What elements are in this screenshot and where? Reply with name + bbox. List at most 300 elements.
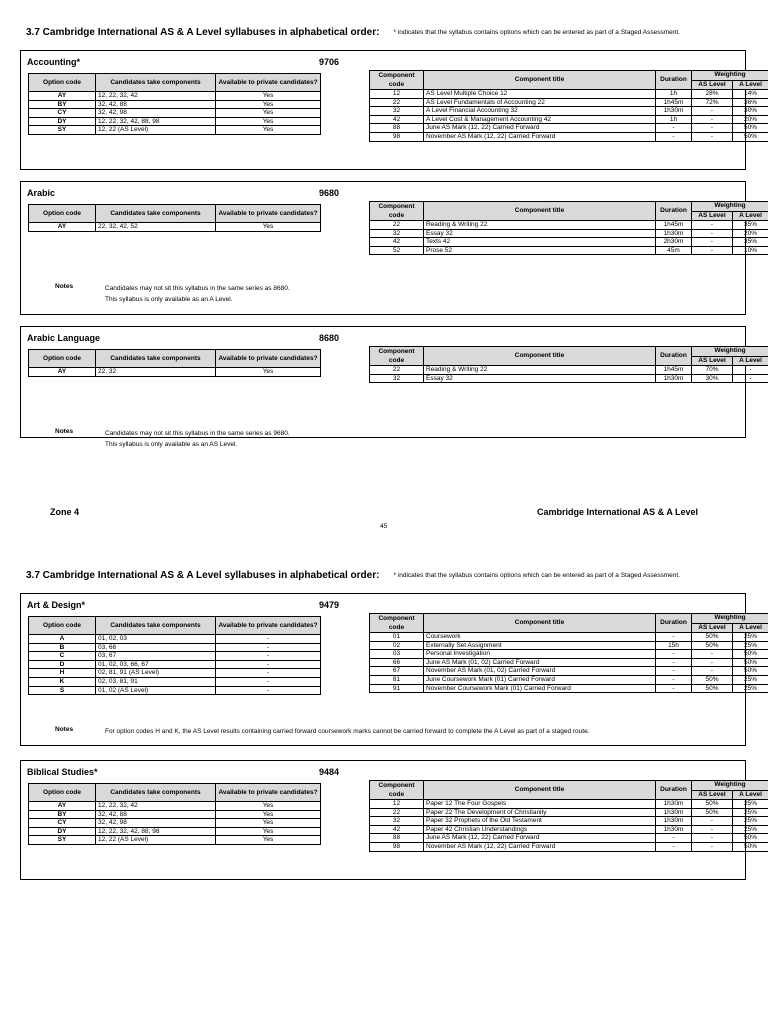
component-code-header: Component code bbox=[370, 614, 424, 633]
component-code: 22 bbox=[370, 366, 424, 375]
component-title: Essay 32 bbox=[424, 229, 656, 238]
syllabus-code: 9479 bbox=[319, 600, 340, 610]
available-private: Yes bbox=[216, 810, 321, 819]
table-row bbox=[370, 229, 768, 238]
component-title: Externally Set Assignment bbox=[424, 641, 656, 650]
options-table bbox=[28, 349, 321, 377]
syllabus-section-accounting bbox=[20, 50, 762, 170]
candidates-take: 12, 22, 32, 42 bbox=[96, 802, 216, 811]
duration: - bbox=[656, 842, 692, 851]
option-code: S bbox=[29, 686, 96, 695]
table-row bbox=[370, 115, 768, 124]
available-private: - bbox=[216, 643, 321, 652]
as-level-weighting: - bbox=[692, 229, 733, 238]
table-row bbox=[370, 667, 768, 676]
table-row bbox=[370, 817, 768, 826]
table-row bbox=[370, 684, 768, 693]
duration: - bbox=[656, 633, 692, 642]
component-title: Reading & Writing 22 bbox=[424, 221, 656, 230]
table-row bbox=[370, 124, 768, 133]
component-title: June AS Mark (12, 22) Carried Forward bbox=[424, 834, 656, 843]
option-code: CY bbox=[29, 819, 96, 828]
candidates-take: 12, 22 (AS Level) bbox=[96, 126, 216, 135]
duration: 1h bbox=[656, 90, 692, 99]
table-row bbox=[370, 246, 768, 255]
table-row bbox=[370, 366, 768, 375]
component-code: 22 bbox=[370, 221, 424, 230]
header-row bbox=[370, 71, 768, 81]
syllabus-title: Biblical Studies* bbox=[27, 767, 98, 777]
duration: - bbox=[656, 834, 692, 843]
as-level-header: AS Level bbox=[692, 211, 733, 221]
a-level-weighting: 20% bbox=[733, 115, 768, 124]
component-code: 42 bbox=[370, 115, 424, 124]
header-row bbox=[370, 781, 768, 791]
as-level-weighting: 50% bbox=[692, 641, 733, 650]
a-level-weighting: 25% bbox=[733, 633, 768, 642]
components-table bbox=[369, 70, 768, 142]
header-row bbox=[29, 784, 321, 802]
as-level-weighting: - bbox=[692, 115, 733, 124]
component-title-header: Component title bbox=[424, 781, 656, 800]
available-private: Yes bbox=[216, 819, 321, 828]
options-table bbox=[28, 783, 321, 845]
as-level-weighting: - bbox=[692, 132, 733, 141]
options-table bbox=[28, 616, 321, 695]
available-private: Yes bbox=[216, 827, 321, 836]
as-level-weighting: 50% bbox=[692, 633, 733, 642]
duration: - bbox=[656, 675, 692, 684]
candidates-take-header: Candidates take components bbox=[96, 784, 216, 802]
syllabus-title: Art & Design* bbox=[27, 600, 86, 610]
component-code: 22 bbox=[370, 98, 424, 107]
option-code: AY bbox=[29, 802, 96, 811]
duration: - bbox=[656, 132, 692, 141]
syllabus-section-biblical-studies bbox=[20, 760, 762, 880]
duration: 2h30m bbox=[656, 238, 692, 247]
header-row bbox=[370, 614, 768, 624]
a-level-weighting: 50% bbox=[733, 658, 768, 667]
available-private: - bbox=[216, 660, 321, 669]
table-row bbox=[29, 669, 321, 678]
available-private: Yes bbox=[216, 223, 321, 232]
options-table bbox=[28, 73, 321, 135]
a-level-weighting: 35% bbox=[733, 221, 768, 230]
a-level-weighting: 50% bbox=[733, 132, 768, 141]
as-level-weighting: - bbox=[692, 817, 733, 826]
option-code: AY bbox=[29, 368, 96, 377]
note-line: Candidates may not sit this syllabus in the same series as 9680. bbox=[105, 430, 290, 437]
a-level-weighting: - bbox=[733, 374, 768, 383]
component-title: A Level Cost & Management Accounting 42 bbox=[424, 115, 656, 124]
table-row bbox=[29, 126, 321, 135]
candidates-take-header: Candidates take components bbox=[96, 74, 216, 92]
available-private: Yes bbox=[216, 109, 321, 118]
available-private-header: Available to private candidates? bbox=[216, 205, 321, 223]
footer-brand: Cambridge International AS & A Level bbox=[537, 507, 699, 517]
component-code: 98 bbox=[370, 132, 424, 141]
component-code: 42 bbox=[370, 238, 424, 247]
table-row bbox=[29, 836, 321, 845]
as-level-weighting: - bbox=[692, 107, 733, 116]
weighting-header: Weighting bbox=[692, 347, 768, 357]
a-level-header: A Level bbox=[733, 623, 768, 633]
table-row bbox=[29, 802, 321, 811]
header-row bbox=[29, 205, 321, 223]
table-row bbox=[29, 223, 321, 232]
syllabus-section-art-design bbox=[20, 593, 762, 746]
component-title-header: Component title bbox=[424, 347, 656, 366]
candidates-take: 01, 02, 03, 66, 67 bbox=[96, 660, 216, 669]
component-code: 66 bbox=[370, 658, 424, 667]
table-row bbox=[370, 834, 768, 843]
option-code: DY bbox=[29, 117, 96, 126]
table-row bbox=[29, 635, 321, 644]
component-title: June Coursework Mark (01) Carried Forward bbox=[424, 675, 656, 684]
note-line: For option codes H and K, the AS Level results containing carried forward coursework marks cannot be carried forward to complete the A Level as part of a staged route. bbox=[105, 728, 590, 735]
notes-text bbox=[105, 428, 290, 450]
table-row bbox=[29, 109, 321, 118]
component-title: Paper 12 The Four Gospels bbox=[424, 800, 656, 809]
duration-header: Duration bbox=[656, 781, 692, 800]
table-row bbox=[370, 808, 768, 817]
table-row bbox=[370, 658, 768, 667]
a-level-weighting: 25% bbox=[733, 800, 768, 809]
duration: 1h45m bbox=[656, 98, 692, 107]
component-code: 32 bbox=[370, 107, 424, 116]
component-title: AS Level Multiple Choice 12 bbox=[424, 90, 656, 99]
as-level-weighting: 30% bbox=[692, 374, 733, 383]
option-code: AY bbox=[29, 92, 96, 101]
a-level-weighting: 50% bbox=[733, 834, 768, 843]
component-code: 12 bbox=[370, 800, 424, 809]
component-code: 01 bbox=[370, 633, 424, 642]
a-level-header: A Level bbox=[733, 80, 768, 90]
syllabus-code: 9706 bbox=[319, 57, 340, 67]
as-level-weighting: 50% bbox=[692, 808, 733, 817]
candidates-take: 12, 22, 32, 42 bbox=[96, 92, 216, 101]
duration: - bbox=[656, 667, 692, 676]
components-table bbox=[369, 780, 768, 852]
candidates-take: 22, 32 bbox=[96, 368, 216, 377]
candidates-take: 22, 32, 42, 52 bbox=[96, 223, 216, 232]
duration: 1h bbox=[656, 115, 692, 124]
available-private: Yes bbox=[216, 802, 321, 811]
available-private: - bbox=[216, 669, 321, 678]
option-code: H bbox=[29, 669, 96, 678]
weighting-header: Weighting bbox=[692, 202, 768, 212]
syllabus-title: Accounting* bbox=[27, 57, 80, 67]
duration-header: Duration bbox=[656, 347, 692, 366]
available-private: Yes bbox=[216, 92, 321, 101]
duration: 15h bbox=[656, 641, 692, 650]
as-level-weighting: 50% bbox=[692, 675, 733, 684]
candidates-take: 32, 42, 88 bbox=[96, 100, 216, 109]
duration: 1h30m bbox=[656, 808, 692, 817]
a-level-weighting: 50% bbox=[733, 124, 768, 133]
weighting-header: Weighting bbox=[692, 614, 768, 624]
zone-label: Zone 4 bbox=[50, 507, 80, 517]
component-title: Reading & Writing 22 bbox=[424, 366, 656, 375]
table-row bbox=[370, 107, 768, 116]
available-private: Yes bbox=[216, 368, 321, 377]
candidates-take: 32, 42, 98 bbox=[96, 109, 216, 118]
candidates-take: 01, 02, 03 bbox=[96, 635, 216, 644]
component-title: Paper 32 Prophets of the Old Testament bbox=[424, 817, 656, 826]
as-level-weighting: - bbox=[692, 238, 733, 247]
as-level-weighting: - bbox=[692, 124, 733, 133]
table-row bbox=[370, 90, 768, 99]
duration: 1h30m bbox=[656, 229, 692, 238]
component-code-header: Component code bbox=[370, 71, 424, 90]
table-row bbox=[370, 641, 768, 650]
option-code: K bbox=[29, 677, 96, 686]
candidates-take: 32, 42, 98 bbox=[96, 819, 216, 828]
syllabus-code: 8680 bbox=[319, 333, 340, 343]
available-private: - bbox=[216, 677, 321, 686]
table-row bbox=[370, 800, 768, 809]
a-level-weighting: 36% bbox=[733, 98, 768, 107]
a-level-weighting: 25% bbox=[733, 641, 768, 650]
components-table bbox=[369, 346, 768, 383]
available-private-header: Available to private candidates? bbox=[216, 74, 321, 92]
table-row bbox=[370, 238, 768, 247]
component-title: Essay 32 bbox=[424, 374, 656, 383]
available-private-header: Available to private candidates? bbox=[216, 784, 321, 802]
as-level-weighting: - bbox=[692, 667, 733, 676]
components-table bbox=[369, 613, 768, 693]
table-row bbox=[370, 98, 768, 107]
table-row bbox=[29, 652, 321, 661]
syllabus-section-arabic bbox=[20, 181, 762, 315]
option-code: B bbox=[29, 643, 96, 652]
component-title: November AS Mark (12, 22) Carried Forward bbox=[424, 132, 656, 141]
duration: 1h45m bbox=[656, 366, 692, 375]
option-code: A bbox=[29, 635, 96, 644]
candidates-take: 12, 22, 32, 42, 88, 98 bbox=[96, 117, 216, 126]
component-title: June AS Mark (01, 02) Carried Forward bbox=[424, 658, 656, 667]
staged-note: * indicates that the syllabus contains options which can be entered as part of a Staged Assessment. bbox=[393, 29, 680, 36]
candidates-take: 12, 22, 32, 42, 88, 98 bbox=[96, 827, 216, 836]
option-code-header: Option code bbox=[29, 617, 96, 635]
duration: 1h30m bbox=[656, 825, 692, 834]
component-title: Paper 22 The Development of Christianity bbox=[424, 808, 656, 817]
a-level-weighting: - bbox=[733, 366, 768, 375]
component-code: 91 bbox=[370, 684, 424, 693]
a-level-weighting: 25% bbox=[733, 675, 768, 684]
components-table bbox=[369, 201, 768, 255]
table-row bbox=[370, 650, 768, 659]
table-row bbox=[370, 675, 768, 684]
a-level-weighting: 25% bbox=[733, 808, 768, 817]
notes-label: Notes bbox=[55, 726, 74, 733]
option-code-header: Option code bbox=[29, 784, 96, 802]
component-code: 12 bbox=[370, 90, 424, 99]
component-code: 98 bbox=[370, 842, 424, 851]
as-level-weighting: 50% bbox=[692, 684, 733, 693]
candidates-take: 01, 02 (AS Level) bbox=[96, 686, 216, 695]
as-level-weighting: - bbox=[692, 825, 733, 834]
option-code-header: Option code bbox=[29, 350, 96, 368]
available-private: - bbox=[216, 635, 321, 644]
component-code: 02 bbox=[370, 641, 424, 650]
option-code: BY bbox=[29, 100, 96, 109]
available-private: Yes bbox=[216, 100, 321, 109]
table-row bbox=[29, 686, 321, 695]
duration: 1h30m bbox=[656, 817, 692, 826]
duration: 1h45m bbox=[656, 221, 692, 230]
as-level-header: AS Level bbox=[692, 356, 733, 366]
component-code-header: Component code bbox=[370, 347, 424, 366]
table-row bbox=[29, 117, 321, 126]
available-private: Yes bbox=[216, 126, 321, 135]
staged-note: * indicates that the syllabus contains options which can be entered as part of a Staged Assessment. bbox=[393, 572, 680, 579]
component-title-header: Component title bbox=[424, 71, 656, 90]
as-level-weighting: - bbox=[692, 246, 733, 255]
as-level-header: AS Level bbox=[692, 623, 733, 633]
duration: 1h30m bbox=[656, 107, 692, 116]
table-row bbox=[29, 643, 321, 652]
option-code: BY bbox=[29, 810, 96, 819]
component-title: November Coursework Mark (01) Carried Forward bbox=[424, 684, 656, 693]
candidates-take: 02, 03, 81, 91 bbox=[96, 677, 216, 686]
as-level-weighting: 28% bbox=[692, 90, 733, 99]
option-code: SY bbox=[29, 836, 96, 845]
notes-text bbox=[105, 283, 290, 305]
notes-text bbox=[105, 726, 590, 737]
option-code: SY bbox=[29, 126, 96, 135]
component-code-header: Component code bbox=[370, 202, 424, 221]
component-code: 42 bbox=[370, 825, 424, 834]
candidates-take: 03, 67 bbox=[96, 652, 216, 661]
duration: 1h30m bbox=[656, 374, 692, 383]
table-row bbox=[370, 825, 768, 834]
page-title-2: 3.7 Cambridge International AS & A Level syllabuses in alphabetical order: * indicates that the syllabus contains options which can be entered as part of a Staged Assessment. bbox=[26, 570, 680, 581]
table-row bbox=[29, 100, 321, 109]
component-title: November AS Mark (01, 02) Carried Forward bbox=[424, 667, 656, 676]
table-row bbox=[29, 819, 321, 828]
as-level-weighting: - bbox=[692, 842, 733, 851]
candidates-take: 12, 22 (AS Level) bbox=[96, 836, 216, 845]
a-level-header: A Level bbox=[733, 211, 768, 221]
note-line: This syllabus is only available as an AS Level. bbox=[105, 441, 238, 448]
header-row bbox=[29, 74, 321, 92]
candidates-take: 03, 66 bbox=[96, 643, 216, 652]
table-row bbox=[29, 660, 321, 669]
candidates-take-header: Candidates take components bbox=[96, 350, 216, 368]
component-title: June AS Mark (12, 22) Carried Forward bbox=[424, 124, 656, 133]
component-title: Paper 42 Christian Understandings bbox=[424, 825, 656, 834]
component-code: 32 bbox=[370, 817, 424, 826]
component-title: AS Level Fundamentals of Accounting 22 bbox=[424, 98, 656, 107]
component-title-header: Component title bbox=[424, 614, 656, 633]
duration-header: Duration bbox=[656, 71, 692, 90]
component-title: Coursework bbox=[424, 633, 656, 642]
notes-label: Notes bbox=[55, 428, 74, 435]
duration: 45m bbox=[656, 246, 692, 255]
component-code: 81 bbox=[370, 675, 424, 684]
header-row bbox=[29, 350, 321, 368]
available-private: Yes bbox=[216, 836, 321, 845]
duration: 1h30m bbox=[656, 800, 692, 809]
a-level-weighting: 20% bbox=[733, 229, 768, 238]
table-row bbox=[29, 827, 321, 836]
syllabus-title: Arabic Language bbox=[27, 333, 101, 343]
component-code: 67 bbox=[370, 667, 424, 676]
component-title: Texts 42 bbox=[424, 238, 656, 247]
table-row bbox=[370, 842, 768, 851]
table-row bbox=[370, 132, 768, 141]
candidates-take: 32, 42, 88 bbox=[96, 810, 216, 819]
component-code: 88 bbox=[370, 834, 424, 843]
candidates-take-header: Candidates take components bbox=[96, 617, 216, 635]
a-level-weighting: 10% bbox=[733, 246, 768, 255]
option-code-header: Option code bbox=[29, 205, 96, 223]
as-level-header: AS Level bbox=[692, 80, 733, 90]
component-title: Personal Investigation bbox=[424, 650, 656, 659]
option-code: C bbox=[29, 652, 96, 661]
table-row bbox=[370, 633, 768, 642]
option-code: DY bbox=[29, 827, 96, 836]
component-code: 88 bbox=[370, 124, 424, 133]
available-private-header: Available to private candidates? bbox=[216, 350, 321, 368]
a-level-weighting: 30% bbox=[733, 107, 768, 116]
notes-label: Notes bbox=[55, 283, 74, 290]
a-level-weighting: 25% bbox=[733, 825, 768, 834]
page-title-1: 3.7 Cambridge International AS & A Level syllabuses in alphabetical order: * indicates that the syllabus contains options which can be entered as part of a Staged Assessment. bbox=[26, 27, 680, 38]
table-row bbox=[370, 221, 768, 230]
component-code-header: Component code bbox=[370, 781, 424, 800]
a-level-header: A Level bbox=[733, 356, 768, 366]
a-level-weighting: 14% bbox=[733, 90, 768, 99]
duration: - bbox=[656, 124, 692, 133]
component-code: 32 bbox=[370, 229, 424, 238]
weighting-header: Weighting bbox=[692, 71, 768, 81]
as-level-weighting: 70% bbox=[692, 366, 733, 375]
as-level-weighting: 50% bbox=[692, 800, 733, 809]
syllabus-code: 9484 bbox=[319, 767, 340, 777]
duration-header: Duration bbox=[656, 202, 692, 221]
as-level-weighting: - bbox=[692, 834, 733, 843]
table-row bbox=[370, 374, 768, 383]
a-level-weighting: 50% bbox=[733, 650, 768, 659]
duration-header: Duration bbox=[656, 614, 692, 633]
component-code: 22 bbox=[370, 808, 424, 817]
available-private: Yes bbox=[216, 117, 321, 126]
option-code-header: Option code bbox=[29, 74, 96, 92]
available-private: - bbox=[216, 652, 321, 661]
page-number: 45 bbox=[380, 523, 388, 530]
as-level-weighting: - bbox=[692, 221, 733, 230]
table-row bbox=[29, 810, 321, 819]
note-line: Candidates may not sit this syllabus in the same series as 8680. bbox=[105, 285, 290, 292]
syllabus-code: 9680 bbox=[319, 188, 340, 198]
syllabus-section-arabic-language bbox=[20, 326, 762, 448]
a-level-weighting: 50% bbox=[733, 842, 768, 851]
component-title-header: Component title bbox=[424, 202, 656, 221]
component-code: 03 bbox=[370, 650, 424, 659]
component-title: November AS Mark (12, 22) Carried Forward bbox=[424, 842, 656, 851]
a-level-header: A Level bbox=[733, 790, 768, 800]
component-title: Prose 52 bbox=[424, 246, 656, 255]
component-code: 32 bbox=[370, 374, 424, 383]
available-private: - bbox=[216, 686, 321, 695]
duration: - bbox=[656, 658, 692, 667]
option-code: CY bbox=[29, 109, 96, 118]
available-private-header: Available to private candidates? bbox=[216, 617, 321, 635]
as-level-weighting: - bbox=[692, 650, 733, 659]
candidates-take: 02, 81, 91 (AS Level) bbox=[96, 669, 216, 678]
